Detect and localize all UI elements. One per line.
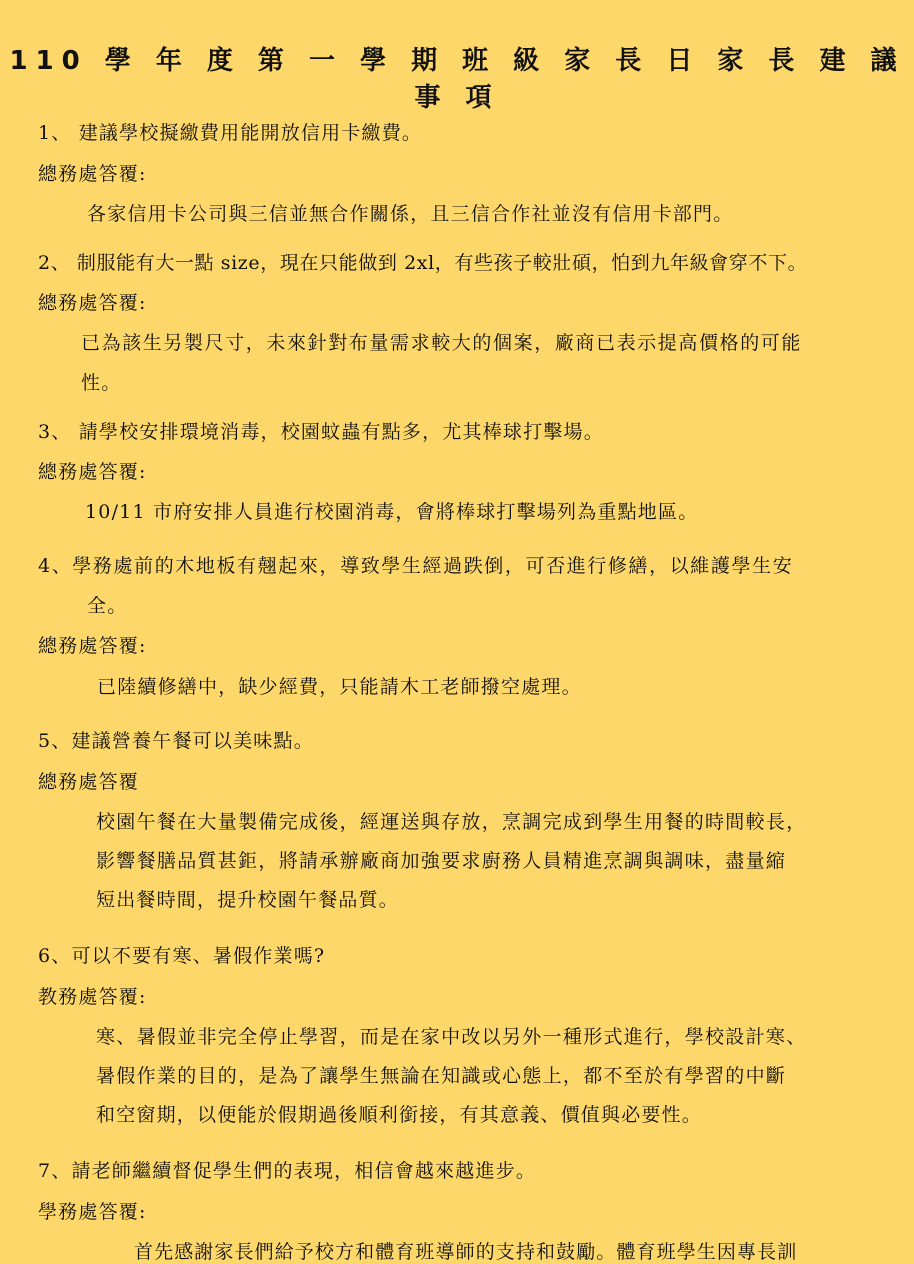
- answer-text: 各家信用卡公司與三信並無合作關係，且三信合作社並沒有信用卡部門。: [87, 203, 734, 225]
- question-text: 2、 制服能有大一點 size，現在只能做到 2xl，有些孩子較壯碩，怕到九年級會穿不下。: [38, 252, 808, 274]
- question-text: 6、可以不要有寒、暑假作業嗎?: [38, 945, 326, 967]
- responder-label: 學務處答覆:: [38, 1201, 147, 1223]
- answer-text: 10/11 市府安排人員進行校園消毒，會將棒球打擊場列為重點地區。: [85, 501, 699, 523]
- answer-text: 影響餐膳品質甚鉅，將請承辦廠商加強要求廚務人員精進烹調與調味，盡量縮: [96, 850, 787, 872]
- responder-label: 總務處答覆:: [38, 461, 147, 483]
- answer-text: 已為該生另製尺寸，未來針對布量需求較大的個案，廠商已表示提高價格的可能: [81, 332, 803, 354]
- responder-label: 總務處答覆:: [38, 292, 147, 314]
- page-title: 110 學 年 度 第 一 學 期 班 級 家 長 日 家 長 建 議 事 項: [9, 46, 905, 113]
- question-text: 5、建議營養午餐可以美味點。: [38, 730, 314, 752]
- answer-text: 和空窗期，以便能於假期過後順利銜接，有其意義、價值與必要性。: [96, 1104, 703, 1126]
- answer-text: 寒、暑假並非完全停止學習，而是在家中改以另外一種形式進行，學校設計寒、: [96, 1026, 807, 1048]
- question-text: 4、學務處前的木地板有翹起來，導致學生經過跌倒，可否進行修繕，以維護學生安: [38, 555, 794, 577]
- responder-label: 教務處答覆:: [38, 986, 147, 1008]
- answer-text: 校園午餐在大量製備完成後，經運送與存放，烹調完成到學生用餐的時間較長，: [96, 811, 807, 833]
- question-text: 7、請老師繼續督促學生們的表現，相信會越來越進步。: [38, 1160, 537, 1182]
- question-text: 1、 建議學校擬繳費用能開放信用卡繳費。: [38, 122, 423, 144]
- question-text: 3、 請學校安排環境消毒，校園蚊蟲有點多，尤其棒球打擊場。: [38, 421, 604, 443]
- answer-text: 已陸續修繕中，缺少經費，只能請木工老師撥空處理。: [97, 676, 582, 698]
- answer-text: 性。: [81, 372, 122, 394]
- question-text: 全。: [87, 595, 128, 617]
- responder-label: 總務處答覆:: [38, 163, 147, 185]
- responder-label: 總務處答覆: [38, 771, 140, 793]
- answer-text: 短出餐時間，提升校園午餐品質。: [96, 889, 400, 911]
- answer-text: 首先感謝家長們給予校方和體育班導師的支持和鼓勵。體育班學生因專長訓: [134, 1241, 798, 1263]
- responder-label: 總務處答覆:: [38, 635, 147, 657]
- answer-text: 暑假作業的目的，是為了讓學生無論在知識或心態上，都不至於有學習的中斷: [96, 1065, 787, 1087]
